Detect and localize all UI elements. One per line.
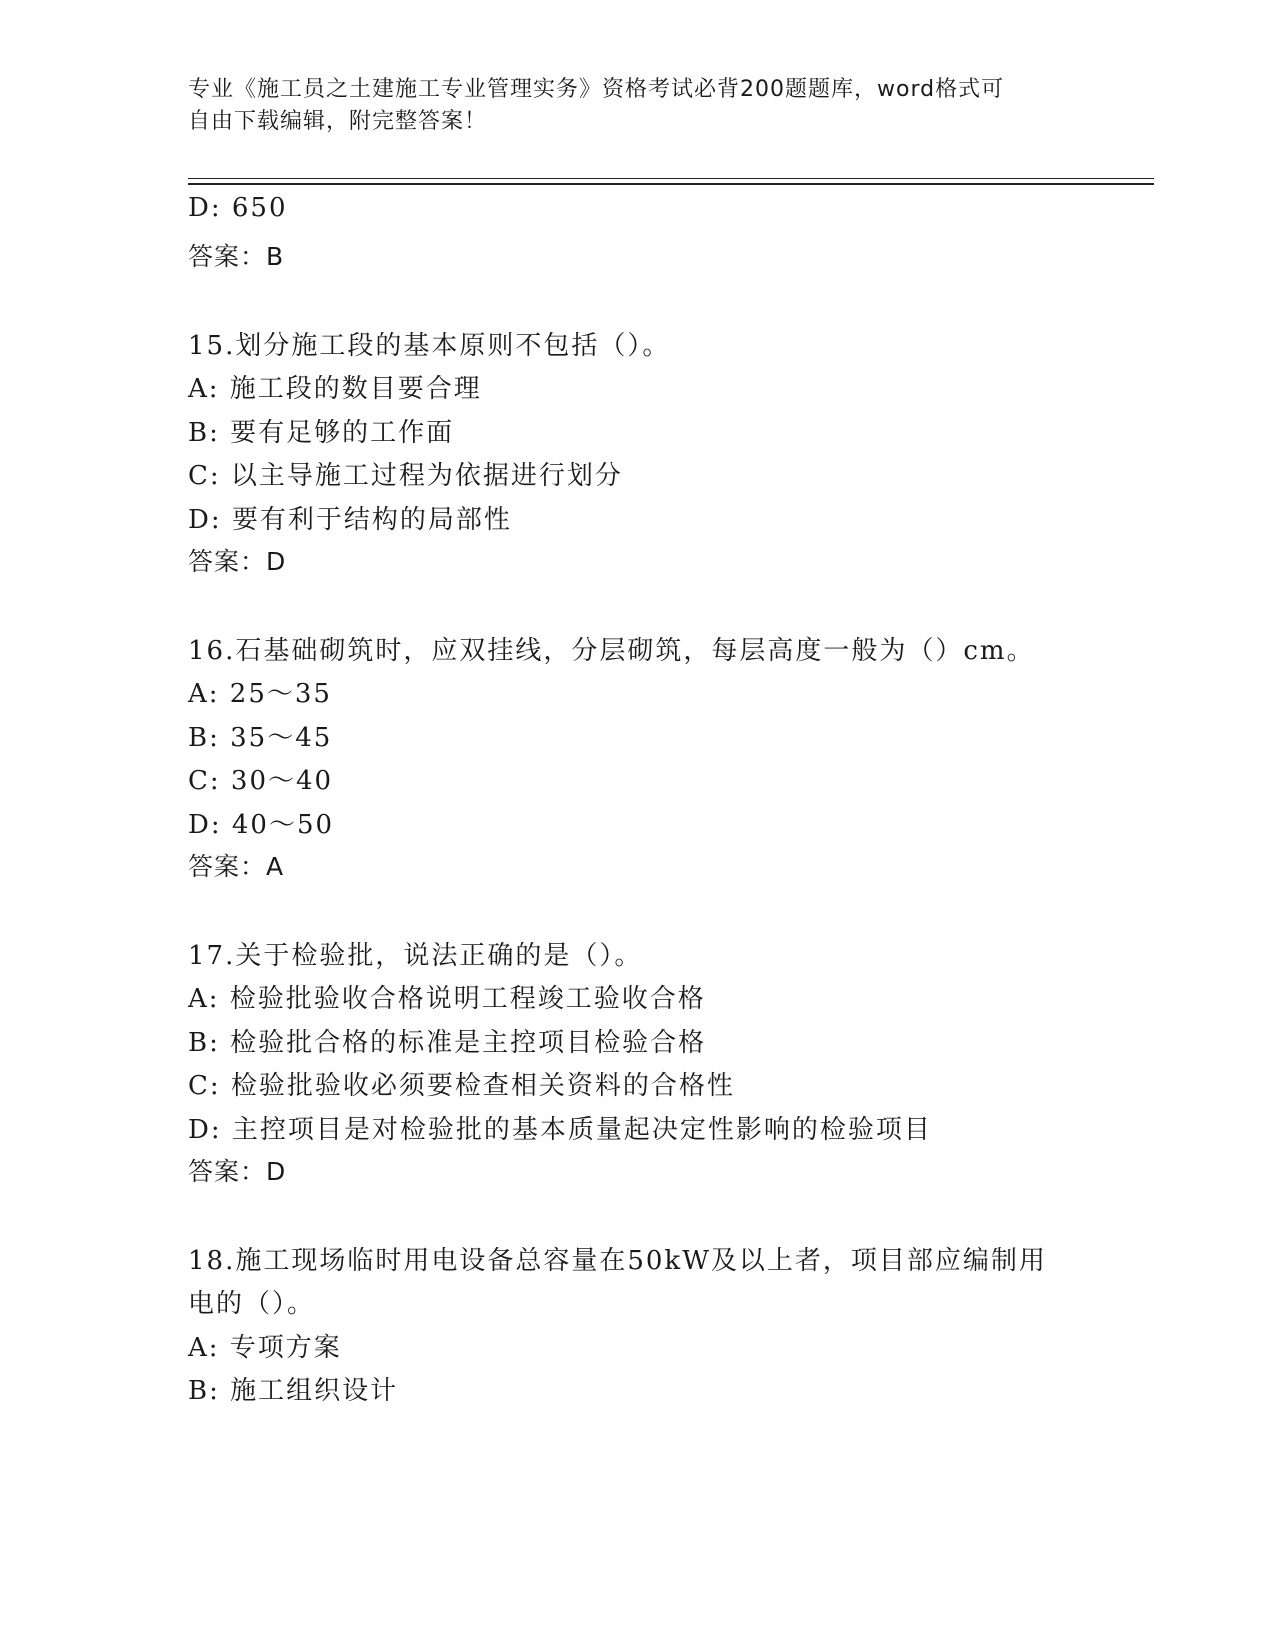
q17-option-c: C: 检验批验收必须要检查相关资料的合格性	[188, 1071, 735, 1101]
q16-option-d: D: 40～50	[188, 810, 335, 840]
q16-question: 16.石基础砌筑时，应双挂线，分层砌筑，每层高度一般为（）cm。	[188, 636, 1035, 666]
q15-option-c: C: 以主导施工过程为依据进行划分	[188, 461, 623, 491]
q17-answer: 答案：D	[188, 1157, 287, 1186]
document-header	[188, 74, 1088, 138]
q16-option-b: B: 35～45	[188, 723, 333, 753]
q16-option-c: C: 30～40	[188, 766, 334, 796]
q16-option-a: A: 25～35	[188, 679, 332, 709]
header-title-line-2: 自由下载编辑，附完整答案！	[188, 109, 488, 134]
header-divider-thick	[188, 183, 1154, 185]
q17-option-d: D: 主控项目是对检验批的基本质量起决定性影响的检验项目	[188, 1115, 932, 1145]
q15-answer: 答案：D	[188, 547, 287, 576]
q14-answer: 答案：B	[188, 242, 285, 271]
q15-question: 15.划分施工段的基本原则不包括（）。	[188, 331, 671, 361]
q17-option-b: B: 检验批合格的标准是主控项目检验合格	[188, 1028, 707, 1058]
header-title-line-1: 专业《施工员之土建施工专业管理实务》资格考试必背200题题库，word格式可	[188, 77, 1005, 102]
q15-option-d: D: 要有利于结构的局部性	[188, 505, 512, 535]
q18-option-a: A: 专项方案	[188, 1333, 342, 1363]
header-divider-thin	[188, 178, 1154, 179]
q17-question: 17.关于检验批，说法正确的是（）。	[188, 941, 643, 971]
q16-answer: 答案：A	[188, 852, 285, 881]
q17-option-a: A: 检验批验收合格说明工程竣工验收合格	[188, 984, 706, 1014]
q15-option-a: A: 施工段的数目要合理	[188, 374, 482, 404]
q15-option-b: B: 要有足够的工作面	[188, 418, 455, 448]
q18-question-line-2: 电的（）。	[188, 1289, 316, 1319]
q18-question-line-1: 18.施工现场临时用电设备总容量在50kW及以上者，项目部应编制用	[188, 1246, 1047, 1276]
q14-option-d: D: 650	[188, 193, 288, 223]
q18-option-b: B: 施工组织设计	[188, 1376, 399, 1406]
